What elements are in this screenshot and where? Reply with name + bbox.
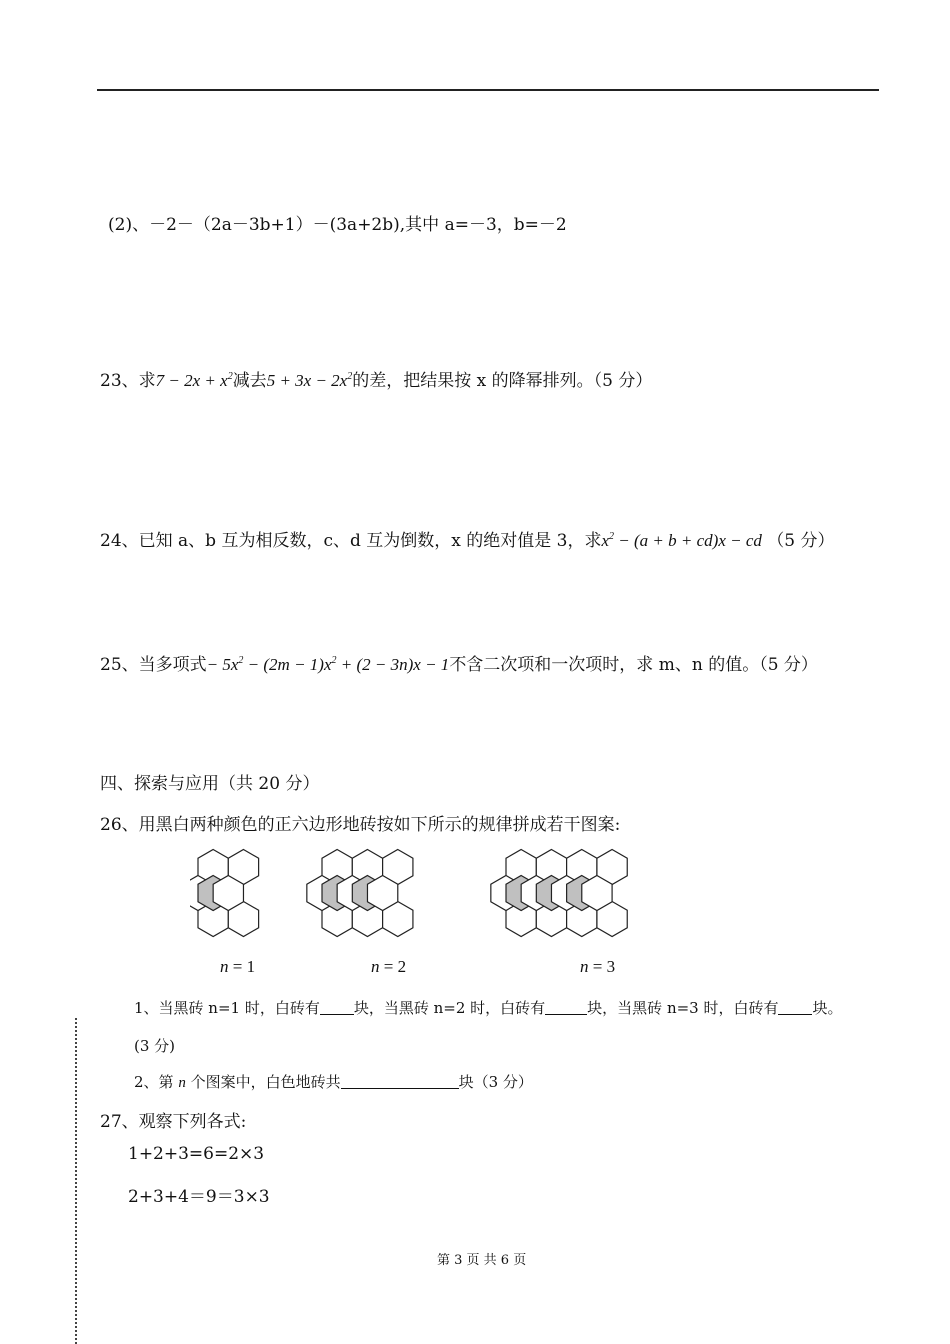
q23-expression-2: $5 + 3x - 2x^2$ xyxy=(266,371,353,390)
binding-margin-dotted-line xyxy=(75,1018,77,1344)
section-4-title: 四、探索与应用（共 20 分） xyxy=(100,774,320,794)
question-24 xyxy=(100,526,835,551)
pattern-label-n3: n = 3 xyxy=(580,957,616,976)
question-26-sub-1: 1、当黑砖 n=1 时，白砖有 块，当黑砖 n=2 时，白砖有 块，当黑砖 n=3 时，白砖有 块。 xyxy=(134,999,843,1017)
q27-equation-1: 1+2+3=6=2×3 xyxy=(128,1144,265,1164)
question-26-sub-2: 2、第 n 个图案中，白色地砖共 块（3 分） xyxy=(134,1073,533,1091)
q23-middle: 减去 xyxy=(232,371,267,391)
question-27-stem: 27、观察下列各式: xyxy=(100,1112,247,1132)
question-23 xyxy=(100,366,652,391)
answer-blank-nth[interactable] xyxy=(341,1074,459,1089)
pattern-label-n2: n = 2 xyxy=(371,957,407,976)
hexagon-tile-patterns xyxy=(190,845,710,945)
header-rule xyxy=(97,89,879,91)
q23-expression-1: $7 - 2x + x^2$ xyxy=(155,371,233,390)
answer-blank-n2[interactable] xyxy=(545,1000,587,1015)
answer-blank-n1[interactable] xyxy=(320,1000,354,1015)
answer-blank-n3[interactable] xyxy=(778,1000,812,1015)
q23-suffix: 的差，把结果按 x 的降幂排列。（5 分） xyxy=(352,371,653,391)
q24-score: （5 分） xyxy=(767,531,835,551)
q23-prefix: 23、求 xyxy=(100,371,156,391)
q25-prefix: 25、当多项式 xyxy=(100,655,207,675)
pattern-label-n1: n = 1 xyxy=(220,957,256,976)
q24-expression: $x^2 - (a + b + cd)x$ − cd xyxy=(601,531,762,550)
question-26-sub-1-score: (3 分) xyxy=(134,1037,176,1055)
q24-prefix: 24、已知 a、b 互为相反数，c、d 互为倒数，x 的绝对值是 3，求 xyxy=(100,531,602,551)
q25-suffix: 不含二次项和一次项时，求 m、n 的值。（5 分） xyxy=(449,655,818,675)
question-26-stem: 26、用黑白两种颜色的正六边形地砖按如下所示的规律拼成若干图案: xyxy=(100,815,621,835)
question-25 xyxy=(100,650,818,675)
page-footer: 第 3 页 共 6 页 xyxy=(437,1253,527,1268)
question-22-part-2: (2)、－2－（2a－3b+1）－(3a+2b),其中 a=－3，b=－2 xyxy=(108,215,567,235)
q27-equation-2: 2+3+4＝9＝3×3 xyxy=(128,1187,270,1207)
q25-expression: − $5x^2 - (2m - 1)x^2 + (2 - 3n)x - 1$ xyxy=(206,655,450,674)
